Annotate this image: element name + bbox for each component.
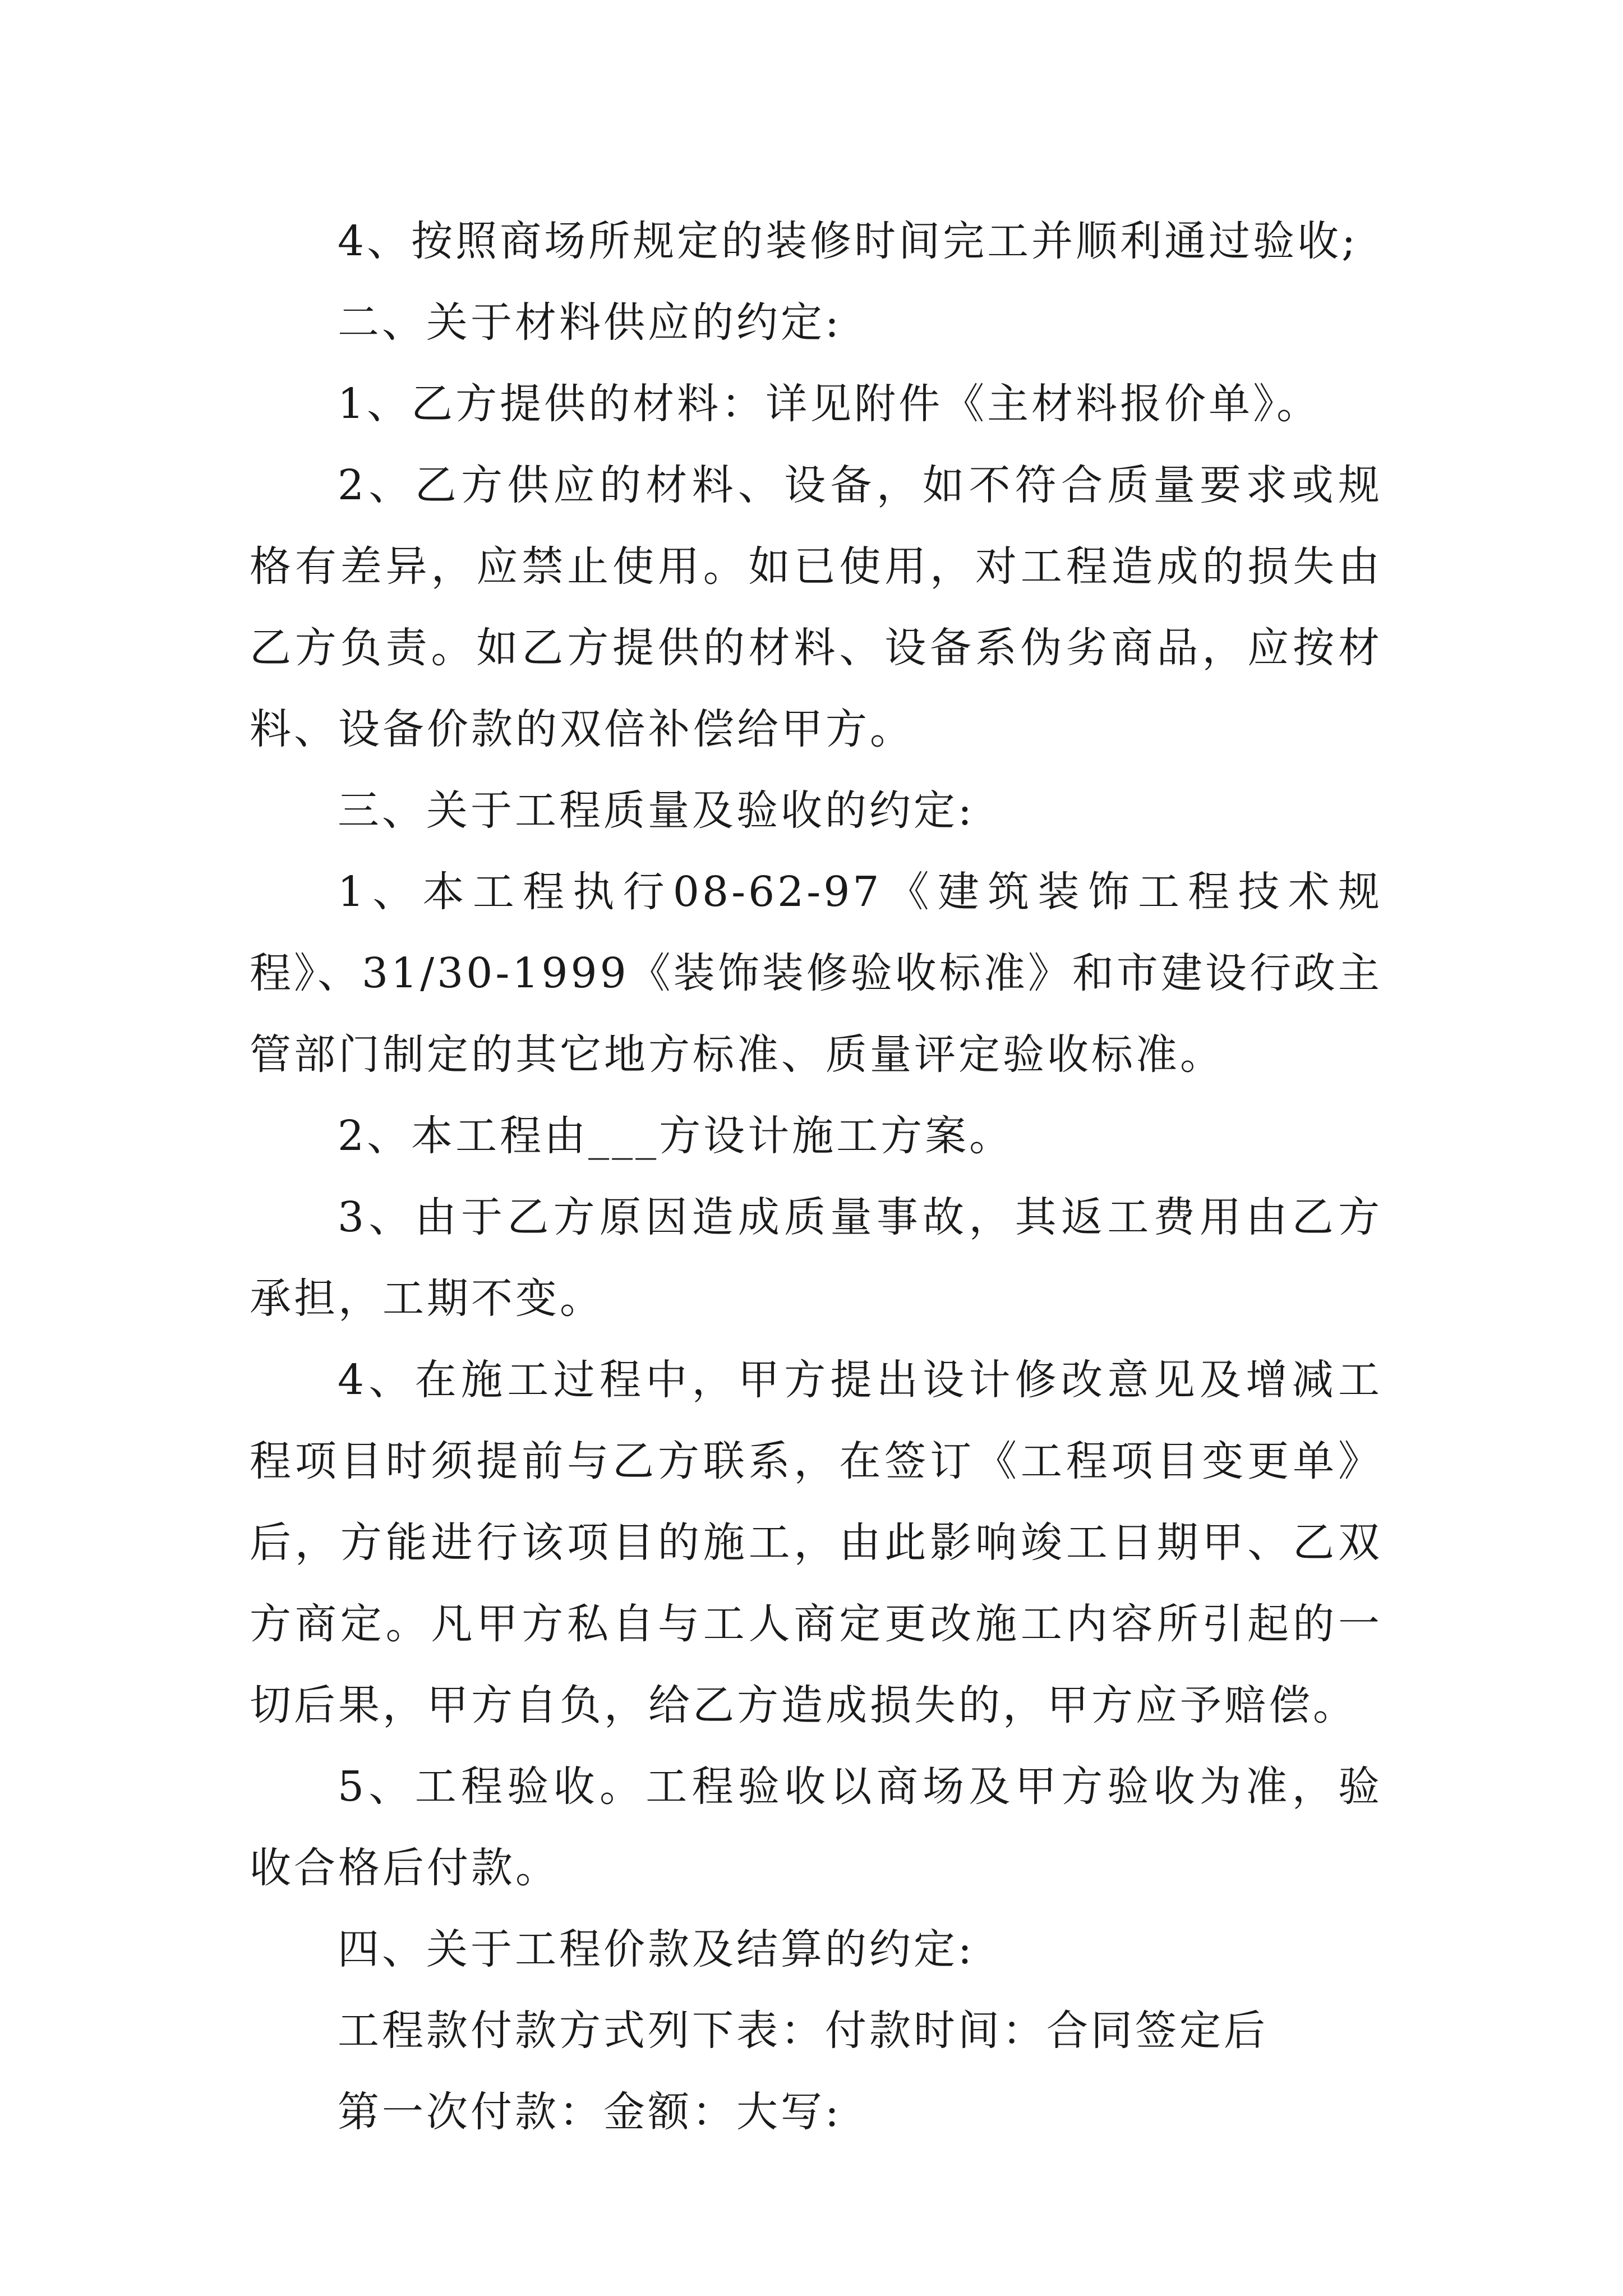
- section-heading-quality: 三、关于工程质量及验收的约定:: [338, 786, 975, 835]
- clause-materials-2: 2、乙方供应的材料、设备，如不符合质量要求或规格有差异，应禁止使用。如已使用，对工程造成的损失由乙方负责。如乙方提供的材料、设备系伪劣商品，应按材料、设备价款的双倍补偿给甲方。: [250, 461, 1382, 753]
- section-heading-materials: 二、关于材料供应的约定:: [338, 298, 842, 347]
- clause-quality-3: 3、由于乙方原因造成质量事故，其返工费用由乙方承担，工期不变。: [250, 1193, 1382, 1323]
- clause-quality-4: 4、在施工过程中，甲方提出设计修改意见及增减工程项目时须提前与乙方联系，在签订《工程项目变更单》后，方能进行该项目的施工，由此影响竣工日期甲、乙双方商定。凡甲方私自与工人商定更改施工内容所引起的一切后果，甲方自负，给乙方造成损失的，甲方应予赔偿。: [250, 1356, 1382, 1729]
- first-payment-line: 第一次付款：金额：大写:: [338, 2088, 842, 2136]
- clause-4-completion: 4、按照商场所规定的装修时间完工并顺利通过验收;: [338, 217, 1359, 265]
- clause-materials-1: 1、乙方提供的材料：详见附件《主材料报价单》。: [338, 380, 1321, 428]
- document-body: [250, 201, 1382, 2153]
- clause-quality-1: 1、本工程执行08-62-97《建筑装饰工程技术规程》、31/30-1999《装饰装修验收标准》和市建设行政主管部门制定的其它地方标准、质量评定验收标准。: [250, 868, 1382, 1079]
- clause-quality-2: 2、本工程由___方设计施工方案。: [338, 1112, 1014, 1160]
- clause-quality-5: 5、工程验收。工程验收以商场及甲方验收为准，验收合格后付款。: [250, 1763, 1382, 1892]
- section-heading-payment: 四、关于工程价款及结算的约定:: [338, 1925, 975, 1973]
- payment-method-line: 工程款付款方式列下表：付款时间：合同签定后: [338, 2007, 1268, 2055]
